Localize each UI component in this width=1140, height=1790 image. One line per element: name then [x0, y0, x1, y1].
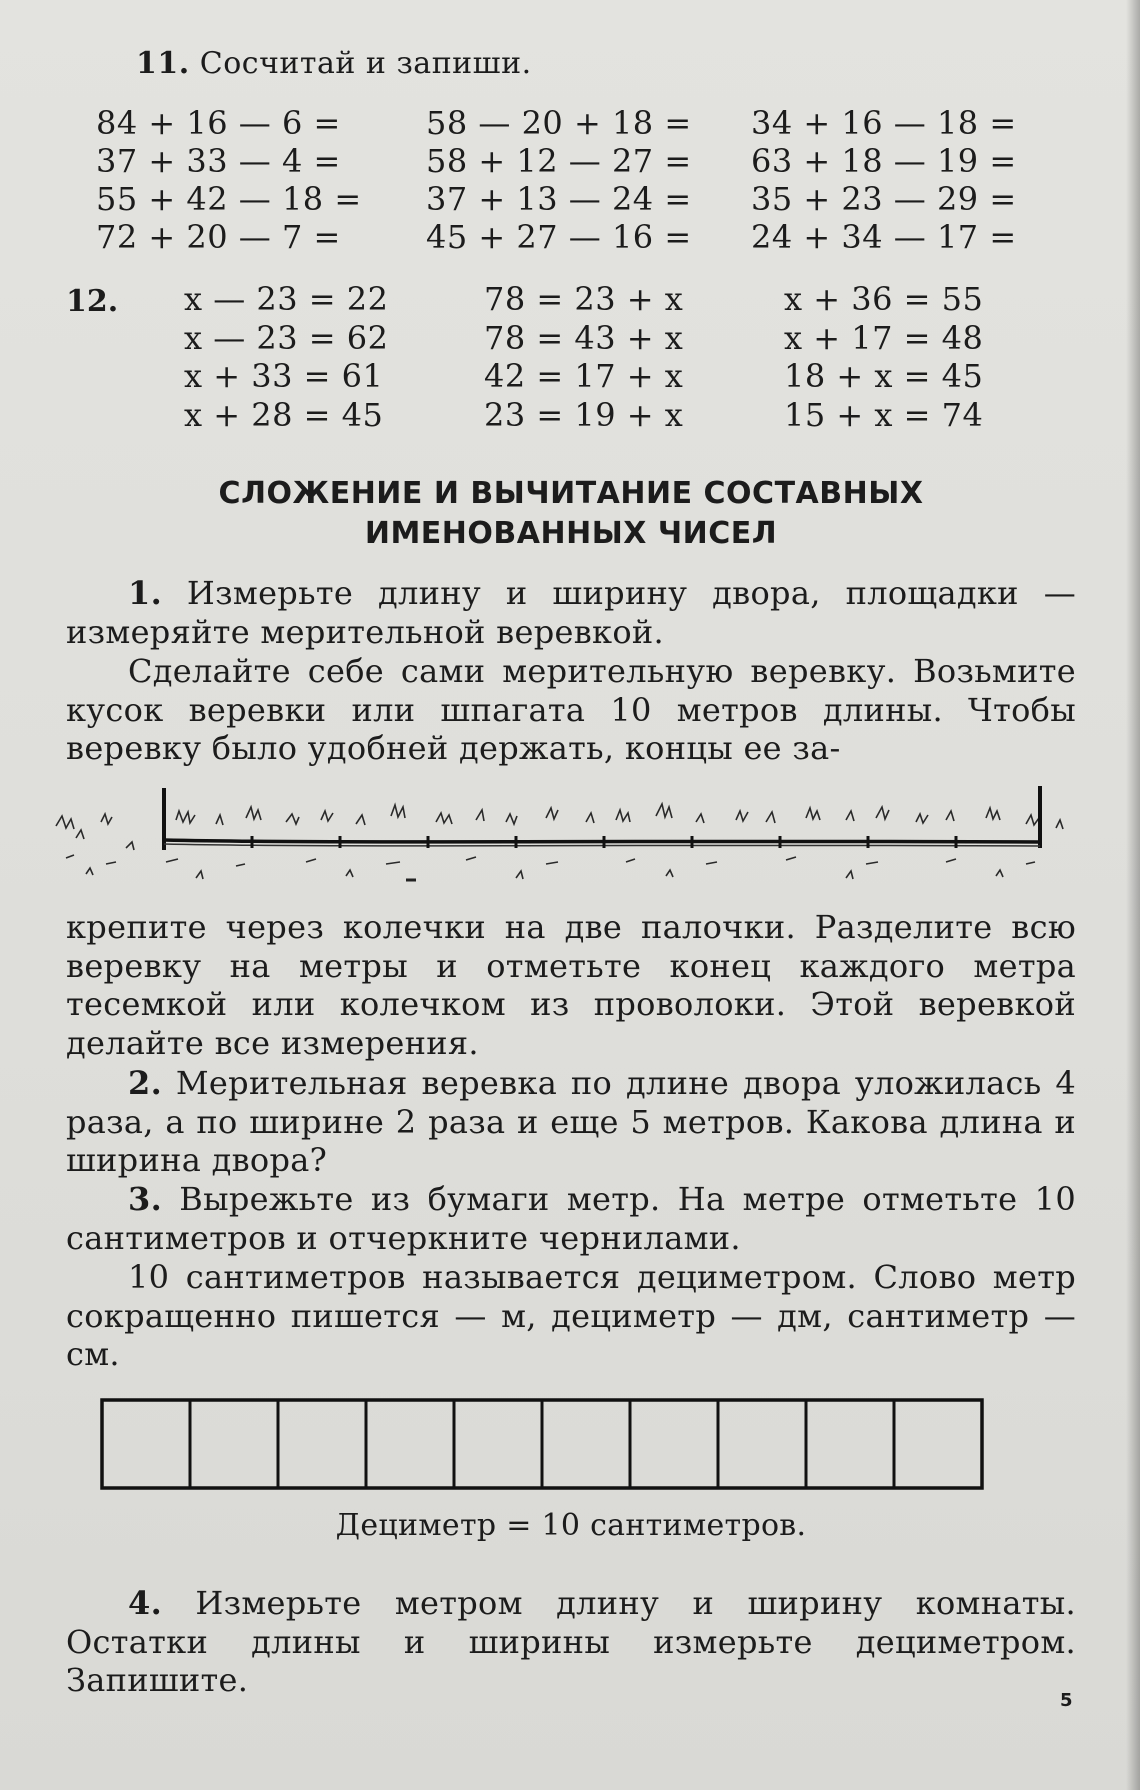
equation: 15 + x = 74 — [784, 395, 984, 434]
task-12-equations — [184, 280, 1064, 434]
equation: x — 23 = 22 — [184, 280, 389, 318]
equation: x + 33 = 61 — [184, 357, 384, 395]
figure-caption: Дециметр = 10 сантиметров. — [335, 1508, 807, 1543]
equation: x + 36 = 55 — [784, 280, 984, 318]
paragraph-3 — [66, 1180, 1076, 1257]
paragraph-1-number: 1. — [128, 574, 163, 612]
paragraph-1c — [66, 908, 1076, 1062]
section-title-line-2: ИМЕНОВАННЫХ ЧИСЕЛ — [364, 516, 778, 551]
paragraph-3b — [66, 1258, 1076, 1374]
expression: 37 + 13 — 24 = — [426, 180, 692, 218]
expression: 55 + 42 — 18 = — [96, 180, 362, 218]
paragraph-3-text: Вырежьте из бумаги метр. На метре отметьте 10 сантиметров и отчеркните чернилами. — [66, 1180, 1076, 1257]
task-12-number: 12. — [66, 284, 119, 319]
page-number: 5 — [1060, 1690, 1073, 1711]
measuring-rope-illustration — [46, 778, 1086, 898]
task-11-number: 11. — [136, 46, 190, 81]
expression: 58 + 12 — 27 = — [426, 142, 692, 180]
section-title — [66, 474, 1076, 554]
equation: x + 28 = 45 — [184, 395, 384, 434]
paragraph-1-text: Измерьте длину и ширину двора, площадки — измеряйте мерительной веревкой. — [66, 574, 1076, 651]
expression: 72 + 20 — 7 = — [96, 218, 341, 256]
paragraph-3-number: 3. — [128, 1180, 163, 1218]
paragraph-2-number: 2. — [128, 1064, 163, 1102]
equation: 78 = 43 + x — [484, 318, 684, 357]
paragraph-1b — [66, 652, 1076, 768]
decimeter-figure — [100, 1398, 984, 1490]
expression: 35 + 23 — 29 = — [751, 180, 1017, 218]
paragraph-2 — [66, 1064, 1076, 1180]
section-title-line-1: СЛОЖЕНИЕ И ВЫЧИТАНИЕ СОСТАВНЫХ — [218, 476, 924, 511]
expression: 37 + 33 — 4 = — [96, 142, 341, 180]
equation: 23 = 19 + x — [484, 395, 684, 434]
paragraph-1 — [66, 574, 1076, 651]
rope-line — [164, 840, 1040, 842]
paragraph-3b-text: 10 сантиметров называется дециметром. Слово метр сокращенно пишется — м, дециметр — дм, сантиметр — см. — [66, 1258, 1076, 1373]
paragraph-4-text: Измерьте метром длину и ширину комнаты. Остатки длины и ширины измерьте дециметром. Запишите. — [66, 1584, 1076, 1699]
task-11-instruction: Сосчитай и запиши. — [199, 46, 532, 81]
expression: 84 + 16 — 6 = — [96, 104, 341, 142]
paragraph-1b-text: Сделайте себе сами мерительную веревку. Возьмите кусок веревки или шпагата 10 метров длины. Чтобы веревку было удобней держать, концы ее за- — [66, 652, 1076, 767]
equation: 78 = 23 + x — [484, 280, 684, 318]
page-edge-shadow — [1126, 0, 1140, 1790]
equation: 18 + x = 45 — [784, 357, 984, 395]
equation: x — 23 = 62 — [184, 318, 389, 357]
expression: 63 + 18 — 19 = — [751, 142, 1017, 180]
paragraph-4 — [66, 1584, 1076, 1700]
paragraph-4-number: 4. — [128, 1584, 163, 1622]
expression: 45 + 27 — 16 = — [426, 218, 692, 256]
task-11-expressions — [96, 104, 1056, 256]
task-11-heading — [136, 46, 532, 81]
expression: 58 — 20 + 18 = — [426, 104, 692, 142]
expression: 24 + 34 — 17 = — [751, 218, 1017, 256]
expression: 34 + 16 — 18 = — [751, 104, 1017, 142]
centimeter-divisions — [190, 1400, 894, 1488]
equation: 42 = 17 + x — [484, 357, 684, 395]
paragraph-2-text: Мерительная веревка по длине двора уложилась 4 раза, а по ширине 2 раза и еще 5 метров. Какова длина и ширина двора? — [66, 1064, 1076, 1179]
equation: x + 17 = 48 — [784, 318, 984, 357]
paragraph-1c-text: крепите через колечки на две палочки. Разделите всю веревку на метры и отметьте конец каждого метра тесемкой или колечком из проволоки. Этой веревкой делайте все измерения. — [66, 908, 1076, 1062]
